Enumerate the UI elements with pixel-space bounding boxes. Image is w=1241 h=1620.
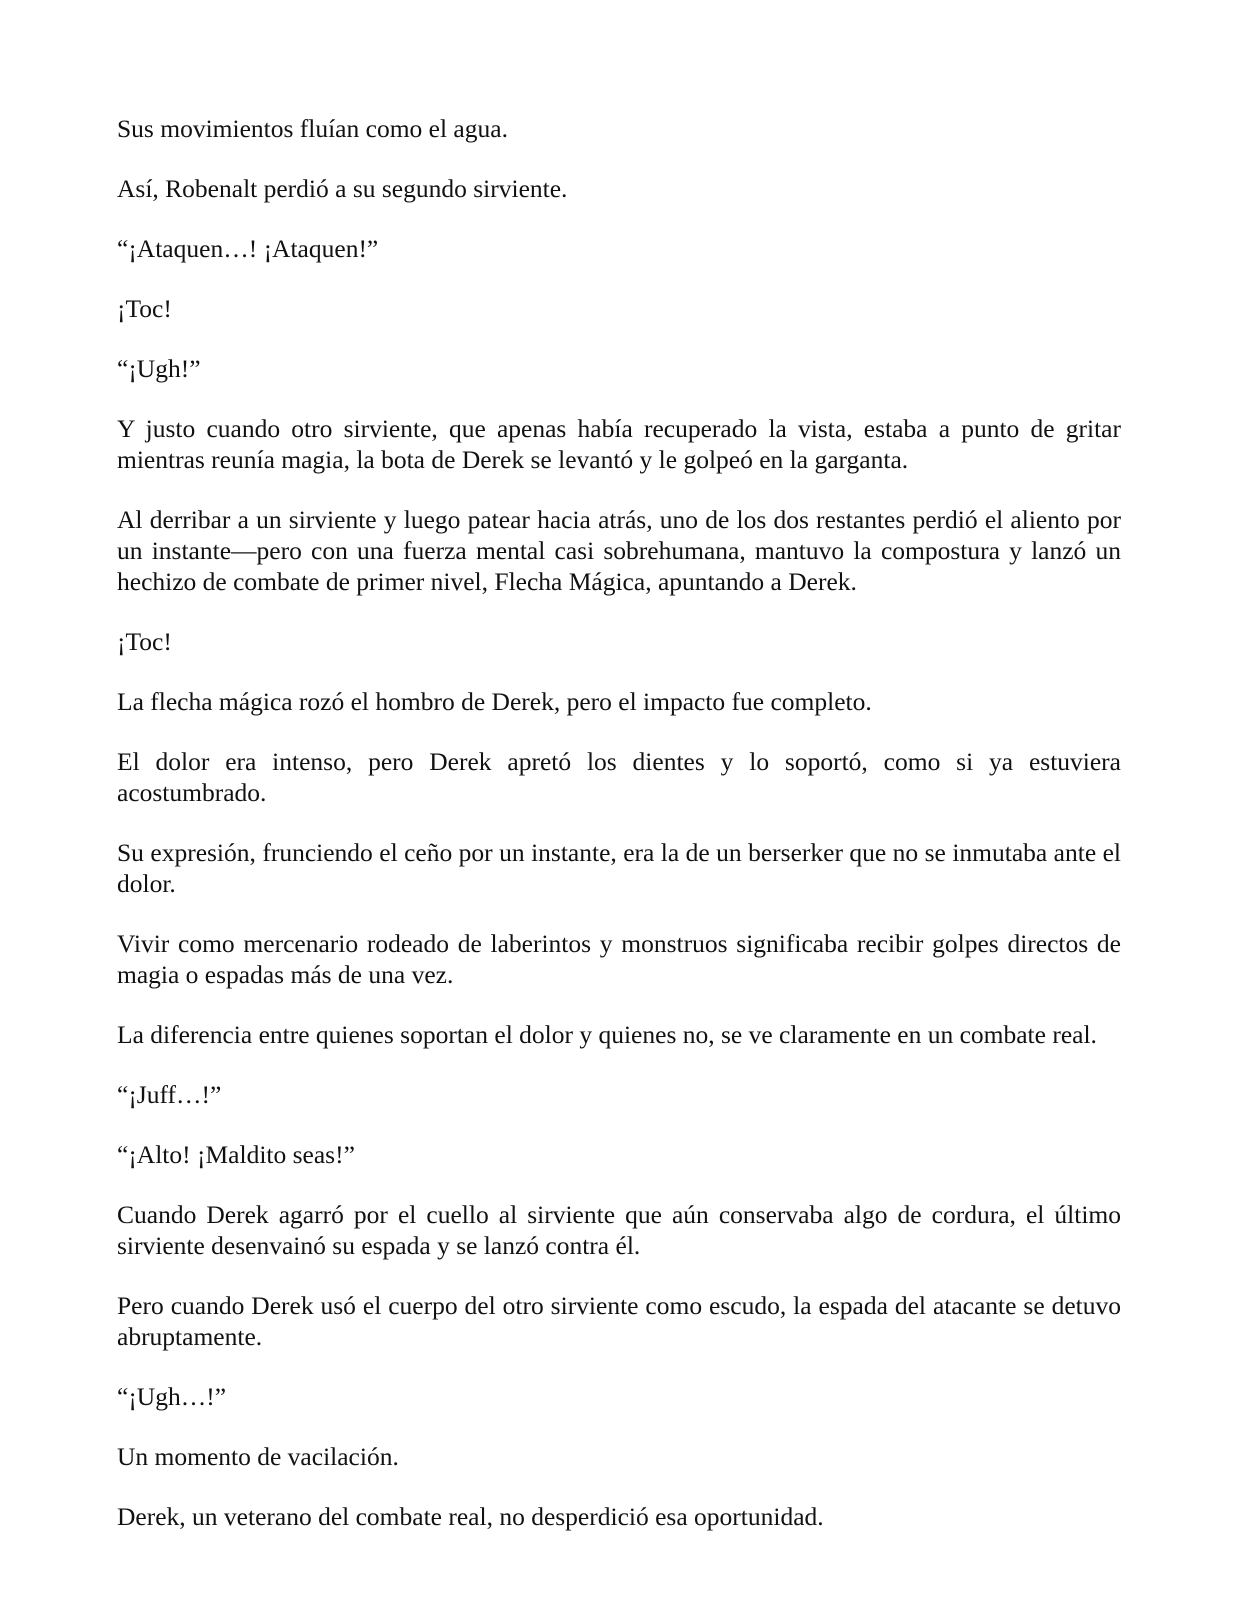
paragraph: “¡Alto! ¡Maldito seas!” [117, 1140, 355, 1169]
paragraph: “¡Ugh…!” [117, 1382, 227, 1411]
paragraph: La diferencia entre quienes soportan el dolor y quienes no, se ve claramente en un combate real. [117, 1020, 1097, 1049]
paragraph: “¡Ataquen…! ¡Ataquen!” [117, 234, 379, 263]
paragraph: Un momento de vacilación. [117, 1442, 399, 1471]
paragraph: “¡Ugh!” [117, 354, 201, 383]
paragraph: La flecha mágica rozó el hombro de Derek, pero el impacto fue completo. [117, 687, 872, 716]
paragraph: Cuando Derek agarró por el cuello al sirviente que aún conservaba algo de cordura, el último sirviente desenvainó su espada y se lanzó contra él. [117, 1200, 1121, 1260]
paragraph: ¡Toc! [117, 627, 172, 656]
paragraph: ¡Toc! [117, 294, 172, 323]
paragraph: Así, Robenalt perdió a su segundo sirviente. [117, 174, 568, 203]
document-body [117, 113, 1121, 1561]
paragraph: Su expresión, frunciendo el ceño por un instante, era la de un berserker que no se inmutaba ante el dolor. [117, 838, 1121, 898]
paragraph: Pero cuando Derek usó el cuerpo del otro sirviente como escudo, la espada del atacante se detuvo abruptamente. [117, 1291, 1121, 1351]
paragraph: Derek, un veterano del combate real, no desperdició esa oportunidad. [117, 1502, 824, 1531]
paragraph: “¡Juff…!” [117, 1080, 222, 1109]
paragraph: Al derribar a un sirviente y luego patear hacia atrás, uno de los dos restantes perdió el aliento por un instante—pero con una fuerza mental casi sobrehumana, mantuvo la compostura y lanzó un hechizo de combate de primer nivel, Flecha Mágica, apuntando a Derek. [117, 505, 1121, 596]
paragraph: Sus movimientos fluían como el agua. [117, 114, 508, 143]
paragraph: El dolor era intenso, pero Derek apretó los dientes y lo soportó, como si ya estuviera acostumbrado. [117, 747, 1121, 807]
paragraph: Vivir como mercenario rodeado de laberintos y monstruos significaba recibir golpes directos de magia o espadas más de una vez. [117, 929, 1121, 989]
paragraph: Y justo cuando otro sirviente, que apenas había recuperado la vista, estaba a punto de gritar mientras reunía magia, la bota de Derek se levantó y le golpeó en la garganta. [117, 414, 1121, 474]
